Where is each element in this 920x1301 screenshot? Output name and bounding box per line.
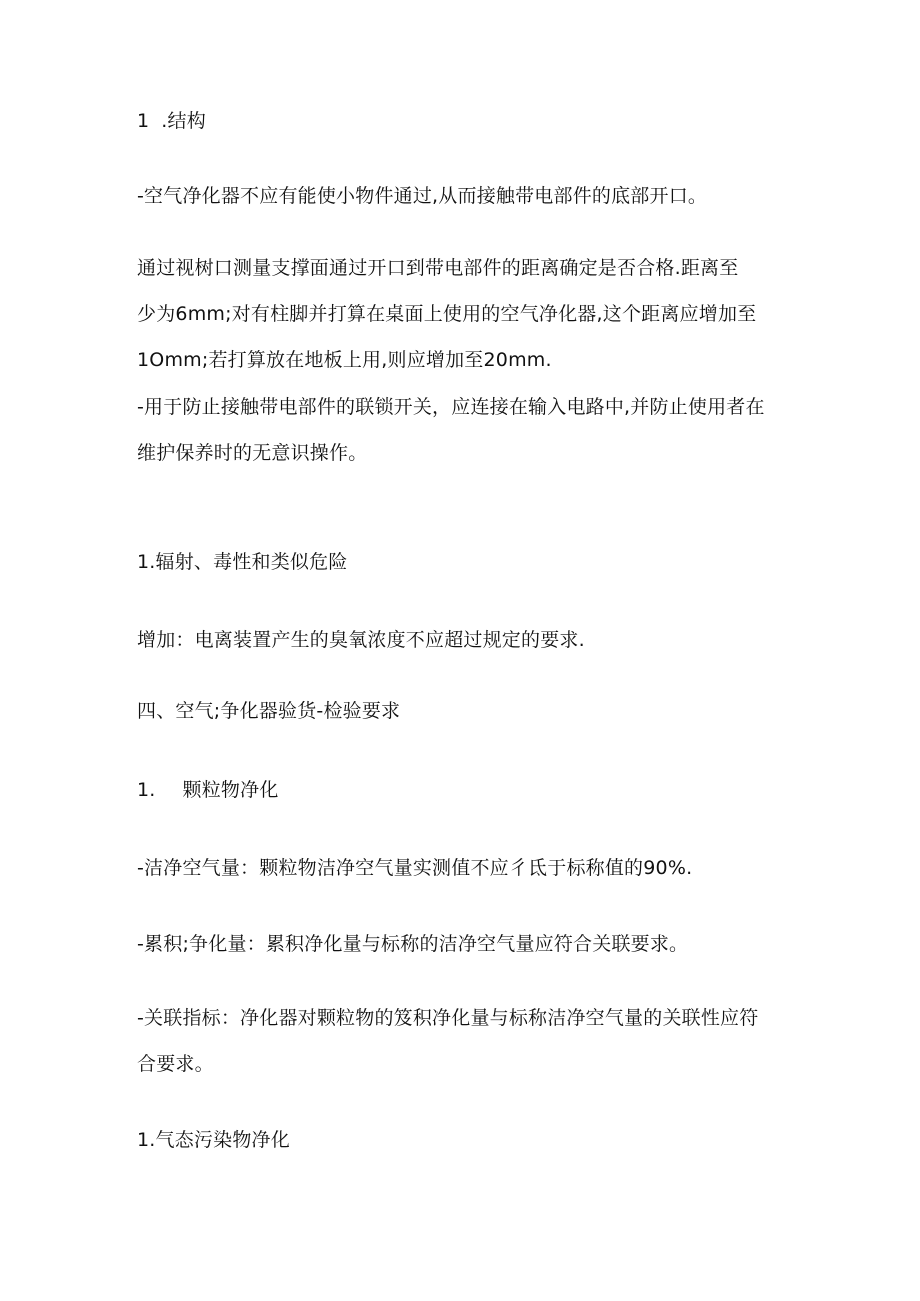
text-line: 合要求。 [137,1053,214,1075]
text-line: 1.气态污染物净化 [137,1129,290,1151]
section-heading-inspection [137,688,797,734]
text-line: 维护保养时的无意识操作。 [137,442,368,464]
text-line: 增加：电离装置产生的臭氧浓度不应超过规定的要求. [137,629,585,651]
text-line: 四、空气;争化器验货-检验要求 [137,700,401,722]
text-line: 少为6mm;对有柱脚并打算在桌面上使用的空气净化器,这个距离应增加至 [137,303,757,325]
section-heading-particulate [137,767,797,813]
text-line: -空气净化器不应有能使小物件通过,从而接触带电部件的底部开口。 [137,185,708,207]
section-heading-structure [137,98,797,144]
section-heading-gaseous [137,1117,797,1163]
paragraph-bottom-opening [137,173,797,219]
text-line: -洁净空气量：颗粒物洁净空气量实测值不应彳氐于标称值的90%. [137,857,693,879]
heading-text: .结构 [161,110,206,132]
paragraph-cumulative-purification [137,921,797,967]
section-heading-radiation [137,539,797,585]
text-line: 1Omm;若打算放在地板上用,则应增加至20mm. [137,349,552,371]
heading-number: 1 [137,110,150,132]
text-line: 通过视树口测量支撑面通过开口到带电部件的距离确定是否合格.距离至 [137,257,739,279]
text-line: 1.辐射、毒性和类似危险 [137,551,348,573]
paragraph-ozone [137,617,797,663]
text-line: -用于防止接触带电部件的联锁开关，应连接在输入电路中,并防止使用者在 [137,396,765,418]
text-line: -关联指标：净化器对颗粒物的笈积净化量与标称洁净空气量的关联性应符 [137,1007,759,1029]
heading-text: 颗粒物净化 [182,779,279,801]
paragraph-clean-air-volume [137,845,797,891]
paragraph-distance-check [137,245,797,383]
text-line: -累积;争化量：累积净化量与标称的洁净空气量应符合关联要求。 [137,933,689,955]
paragraph-interlock-switch [137,384,797,476]
paragraph-correlation-index [137,995,797,1087]
heading-number: 1. [137,779,156,801]
